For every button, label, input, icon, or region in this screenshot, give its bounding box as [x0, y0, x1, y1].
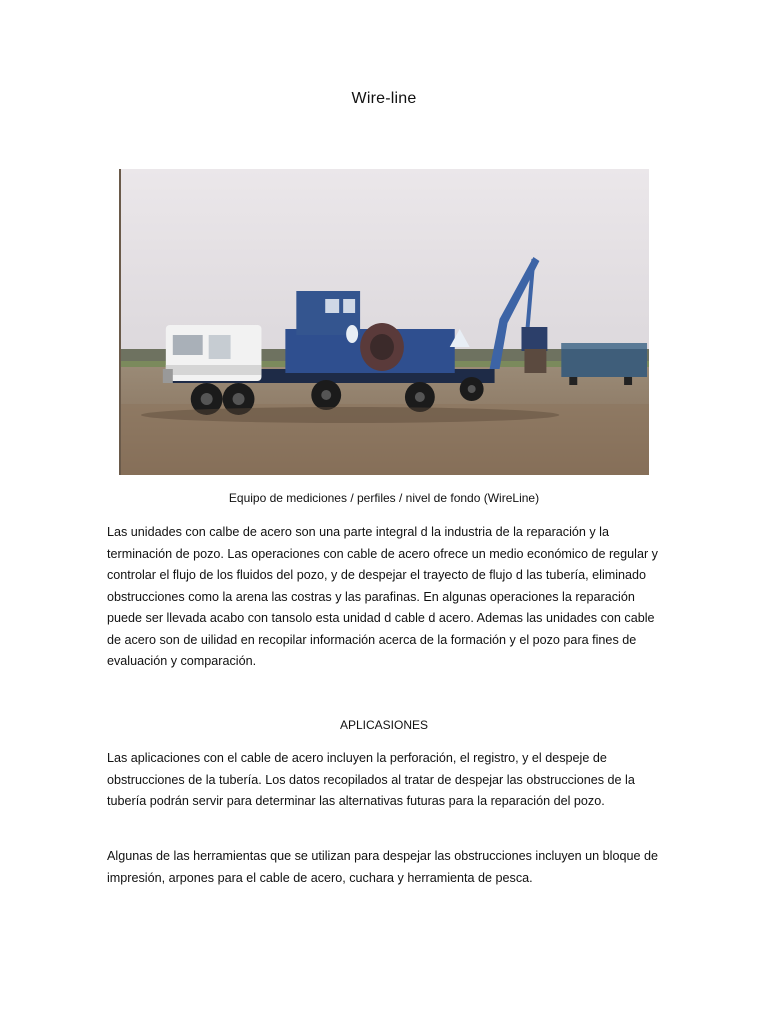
wireline-truck-photo [119, 169, 649, 475]
tools-paragraph: Algunas de las herramientas que se utilizan para despejar las obstrucciones incluyen un bloque de impresión, arpones para el cable de acero, cuchara y herramienta de pesca. [107, 849, 658, 885]
section-heading: APLICASIONES [339, 718, 429, 732]
applications-paragraph: Las aplicaciones con el cable de acero incluyen la perforación, el registro, y el despeje de obstrucciones de la tubería. Los datos recopilados al tratar de despejar las obstrucciones de la tubería podrán servir para determinar las alternativas futuras para la reparación del pozo. [107, 751, 635, 808]
page-title: Wire-line [351, 90, 417, 107]
photo-caption: Equipo de mediciones / perfiles / nivel de fondo (WireLine) [228, 491, 540, 505]
intro-paragraph: Las unidades con calbe de acero son una parte integral d la industria de la reparación y la terminación de pozo. Las operaciones con cable de acero ofrece un medio económico de regular y controlar el flujo de los fluidos del pozo, y de despejar el trayecto de flujo d las tubería, eliminado obstrucciones como la arena las costras y las parafinas. En algunas operaciones la reparación puede ser llevada acabo con tansolo esta unidad d cable d acero. Ademas las unidades con cable de acero son de uilidad en recopilar información acerca de la formación y el pozo para fines de evaluación y comparación. [107, 525, 658, 668]
